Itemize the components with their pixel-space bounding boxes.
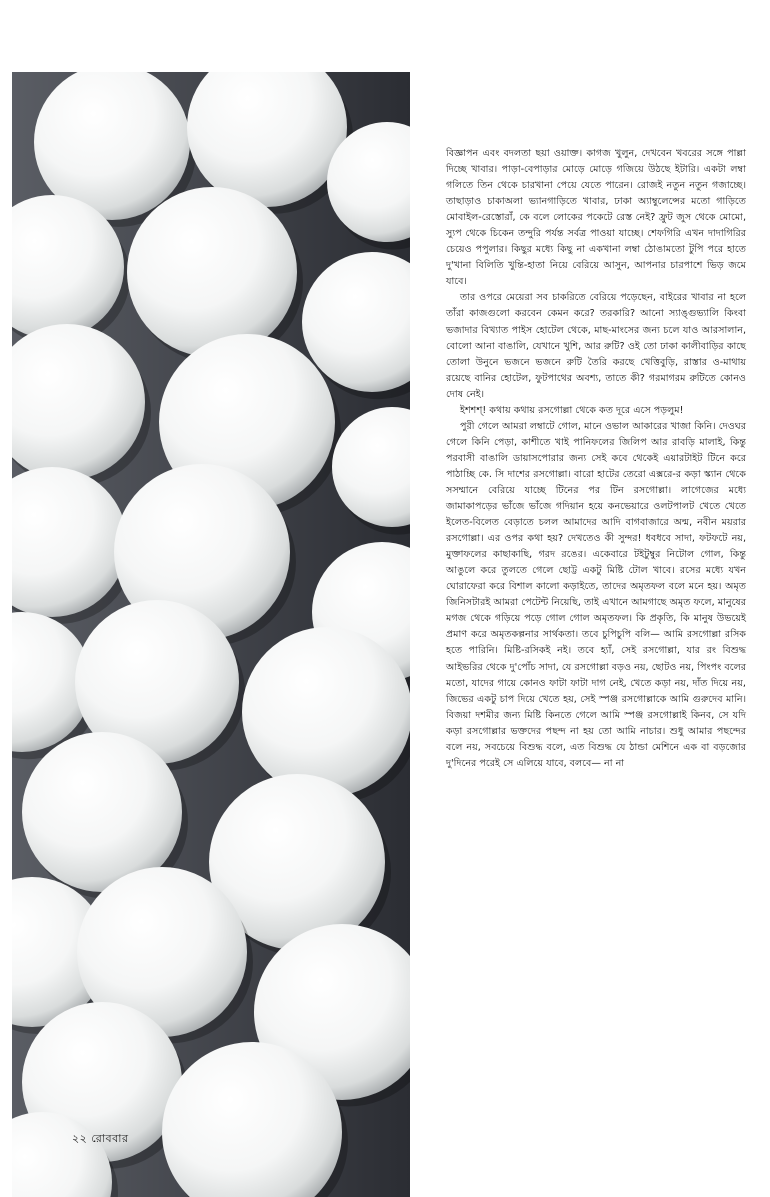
sweet-ball: [242, 627, 410, 797]
rasgulla-photo: [12, 72, 410, 1197]
article-paragraph: তার ওপরে মেয়েরা সব চাকরিতে বেরিয়ে পড়েছেন, বাইরের খাবার না হলে তাঁরা কাজগুলো করবেন কেমন করে? তরকারি? আনো স্যাঙ্গুভ্যালি কিংবা ভজাদার বিখ্যাত পাইস হোটেল থেকে, মাছ-মাংসের জন্য চলে যাও আরসালান, বোলো আনা বাঙালি, যেখানে খুশি, আর রুটি? ওই তো ঢাকা কালীবাড়ির কাছে তোলা উনুনে ভজনে ভজনে রুটি তৈরি করছে খেত্তিবুড়ি, রাস্তার ও-মাথায় রয়েছে বানির হোটেল, ফুটপাথের অবশ্য, তাতে কী? গরমাগরম রুটিতে কোনও দোষ নেই।: [446, 292, 746, 400]
sweet-ball: [127, 187, 297, 357]
article-body: [446, 146, 746, 772]
rasgulla-illustration: [12, 72, 410, 1197]
article-paragraph: বিজ্ঞাপন এবং বদলতা ছয়া ওয়াক্ত। কাগজ খুলুন, দেখবেন খবরের সঙ্গে পাল্লা দিচ্ছে খাবার। পাড়া-বেপাড়ার মোড়ে মোড়ে গজিয়ে উঠছে ইটারি। একটা লম্বা গলিতে তিন থেকে চারখানা পেয়ে যেতে পারেন। রোজই নতুন নতুন গজাচ্ছে। তাছাড়াও চাকাঅলা ভ্যানগাড়িতে খাবার, ঢাকা অ্যাম্বুলেন্সের মতো গাড়িতে মোবাইল-রেস্তোরাঁ, কে বলে লোকের পকেটে রেস্ত নেই? ফ্রুট জুস থেকে মোমো, স্যুপ থেকে চিকেন তন্দুরি পর্যন্ত সর্বত্র পাওয়া যাচ্ছে। শেফগিরি এখন দাদাগিরির চেয়েও পপুলার। কিছুর মধ্যে কিছু না একখানা লম্বা ঠোঙামতো টুপি পরে হাতে দু'খানা বিলিতি খুন্তি-হাতা নিয়ে বেরিয়ে আসুন, আপনার চারপাশে ভিড় জমে যাবে।: [446, 148, 746, 288]
article-paragraph: পুরী গেলে আমরা লম্বাটে গোল, মানে ওভাল আকারের খাজা কিনি। দেওঘর গেলে কিনি পেড়া, কাশীতে খাই পানিফলের জিলিপ আর রাবড়ি মালাই, কিন্তু পরবাসী বাঙালি ডায়াসপোরার জন্য সেই কবে থেকেই এয়ারটাইট টিনে করে পাঠাচ্ছি কে. সি দাশের রসগোল্লা। বারো হাটের তেরো এক্সরে-র কড়া স্ক্যান থেকে সসম্মানে বেরিয়ে যাচ্ছে টিনের পর টিন রসগোল্লা। লাগেজের মধ্যে জামাকাপড়ের ভাঁজে ভাঁজে গদিয়ান হয়ে কনভেয়ারে ওলটপালট খেতে খেতে ইলেত-বিলেত বেড়াতে চলল আমাদের আদি বাগবাজারে অন্ম, নবীন ময়রার রসগোল্লা। এর ওপর কথা হয়? দেখতেও কী সুন্দর! ধবধবে সাদা, ফটফটে নয়, মুক্তাফলের কাছাকাছি, গরদ রঙের। একেবারে টইটুম্বুর নিটোল গোল, কিন্তু আঙুলে করে তুলতে গেলে ছোট্ট একটু মিষ্টি টোল খাবে। রসের মধ্যে যখন ঘোরাফেরা করে বিশাল কালো কড়াইতে, তাদের অমৃতফল বলে মনে হয়। অমৃত জিনিসটারই আমরা পেটেন্ট নিয়েছি, তাই এখানে আমগাছে অমৃত ফলে, মানুষের মগজ থেকে গড়িয়ে পড়ে গোল গোল অমৃতফল। কি প্রকৃতি, কি মানুষ উভয়েই প্রমাণ করে অমৃতকল্পনার সার্থকতা। তবে চুপিচুপি বলি— আমি রসগোল্লা রসিক হতে পারিনি। মিষ্টি-রসিকই নই। তবে হ্যাঁ, সেই রসগোল্লা, যার রং বিশুদ্ধ আইভরির থেকে দু'পোঁচ সাদা, যে রসগোল্লা বড়ও নয়, ছোটও নয়, পিংপং বলের মতো, যাদের গায়ে কোনও ফাটা ফাটা দাগ নেই, খেতে কড়া নয়, দাঁত দিয়ে নয়, জিভের একটু চাপ দিয়ে খেতে হয়, সেই স্পঞ্জ রসগোল্লাকে আমি গুরুদেব মানি। বিজয়া দশমীর জন্য মিষ্টি কিনতে গেলে আমি স্পঞ্জ রসগোল্লাই কিনব, সে যদি কড়া রসগোল্লার ভক্তদের পছন্দ না হয় তো আমি নাচার। শুধু আমার পছন্দের বলে নয়, সবচেয়ে বিশুদ্ধ বলে, এত বিশুদ্ধ যে ঠান্ডা মেশিনে এক বা বড়জোর দু'দিনের পরেই সে এলিয়ে যাবে, বলবে— না না: [446, 420, 746, 769]
page-folio: ২২ রোববার: [72, 1132, 129, 1145]
article-paragraph: ইশশশ্! কথায় কথায় রসগোল্লা থেকে কত দূরে এসে পড়লুম!: [460, 404, 684, 416]
